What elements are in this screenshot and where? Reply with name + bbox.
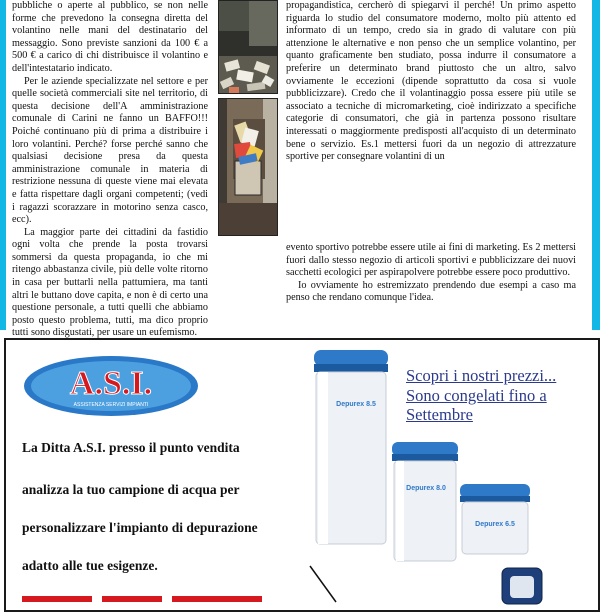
paragraph: Io ovviamente ho estremizzato prendendo due esempi a caso ma penso che rendano comunque l'idea. bbox=[286, 279, 576, 304]
ad-line: analizza la tuo campione di acqua per bbox=[22, 482, 240, 497]
asi-logo bbox=[22, 354, 200, 418]
article-column-left bbox=[12, 0, 208, 365]
paragraph: pubbliche o aperte al pubblico, se non nelle forme che prevedono la consegna diretta del volantino nelle mani del destinatario del messaggio. Sono previste sanzioni da 100 € a 500 € a carico di chi distribuisce il volantino e dell'intestatario indicato. bbox=[12, 0, 208, 74]
article-column-right-bottom bbox=[286, 242, 576, 305]
promo-line: Settembre bbox=[406, 405, 473, 424]
water-softener-products-image bbox=[300, 344, 550, 606]
svg-text:A.S.I.: A.S.I. bbox=[69, 365, 153, 402]
ad-description bbox=[22, 440, 312, 596]
photo-mailbox-stuffed-with-flyers bbox=[218, 98, 278, 236]
promo-line: Scopri i nostri prezzi... bbox=[406, 366, 557, 385]
svg-text:ASSISTENZA SERVIZI IMPIANTI: ASSISTENZA SERVIZI IMPIANTI bbox=[73, 402, 149, 408]
page-border-left bbox=[0, 0, 6, 330]
ad-line: La Ditta A.S.I. presso il punto vendita bbox=[22, 440, 240, 455]
page-border-right bbox=[592, 0, 600, 330]
ad-line: personalizzare l'impianto di depurazione bbox=[22, 520, 258, 535]
advertisement-asi bbox=[4, 338, 600, 612]
article-column-right bbox=[286, 0, 576, 164]
paragraph: La maggior parte dei cittadini da fastidio ogni volta che prende la posta trovarsi sommersi da questa propaganda, io che mi ritengo abbastanza civile, più delle volte ritorno in casa per buttarli nella pattumiera, ma tanti altri le buttano dove capita, e non è di certo una questione personale, a tutti quelli che abbiamo posto questo problema, tutti, ma dico proprio tutti sono disgustati, per usare un eufemismo. bbox=[12, 226, 208, 339]
promo-line: Sono congelati fino a bbox=[406, 385, 547, 405]
paragraph: evento sportivo potrebbe essere utile ai fini di marketing. Es 2 mettersi fuori dallo stesso negozio di articoli sportivi e pubblicizzare dei nuovi sacchetti ecologici per aspirapolvere potrebbe essere poco produttivo. bbox=[286, 242, 576, 279]
ad-line: adatto alle tue esigenze. bbox=[22, 558, 158, 573]
ad-red-text-fragment bbox=[22, 594, 272, 602]
product-label: Depurex 8.0 bbox=[406, 485, 446, 492]
paragraph: Per le aziende specializzate nel settore e per quelle società commerciali site nel territorio, di questa decisione dell'A amministrazione comunale di Carini ne fanno un BAFFO!!! Poiché continuano più di prima a distribuire i loro volantini. Perché? forse perché sanno che qualsiasi decisione presa da questa amministrazione comunale in materia di restrizione nessuna di queste viene mai elevata e fatta rispettare dagli organi competenti; (vedi i ragazzi scorazzare in motorino senza casco, ecc). bbox=[12, 75, 208, 226]
product-label: Depurex 6.5 bbox=[475, 521, 515, 528]
paragraph: propagandistica, cercherò di spiegarvi il perché! Un primo aspetto riguarda lo studio del consumatore moderno, molto più attento ed informato di un tempo, credo sia in grado di valutare con più attenzione le alternative e non penso che un semplice volantino, per quanto graficamente ben studiato, possa indurre il consumatore a preferire un determinato brand piuttosto che un altro, salvo ovviamente le eccezioni (dipende soprattutto da cosa si vuole pubblicizzare). Credo che il volantinaggio possa essere più utile se associato a tecniche di micromarketing, cioè indirizzato a specifiche categorie di consumatori, che già in partenza possono risultare interessati o maggiormente predisposti all'acquisto di un determinato bene o servizio. Es.1 mettersi fuori da un negozio di attrezzature sportive per consegnare volantini di un bbox=[286, 0, 576, 163]
product-label: Depurex 8.5 bbox=[336, 401, 376, 408]
photo-discarded-flyers-ground bbox=[218, 0, 278, 94]
